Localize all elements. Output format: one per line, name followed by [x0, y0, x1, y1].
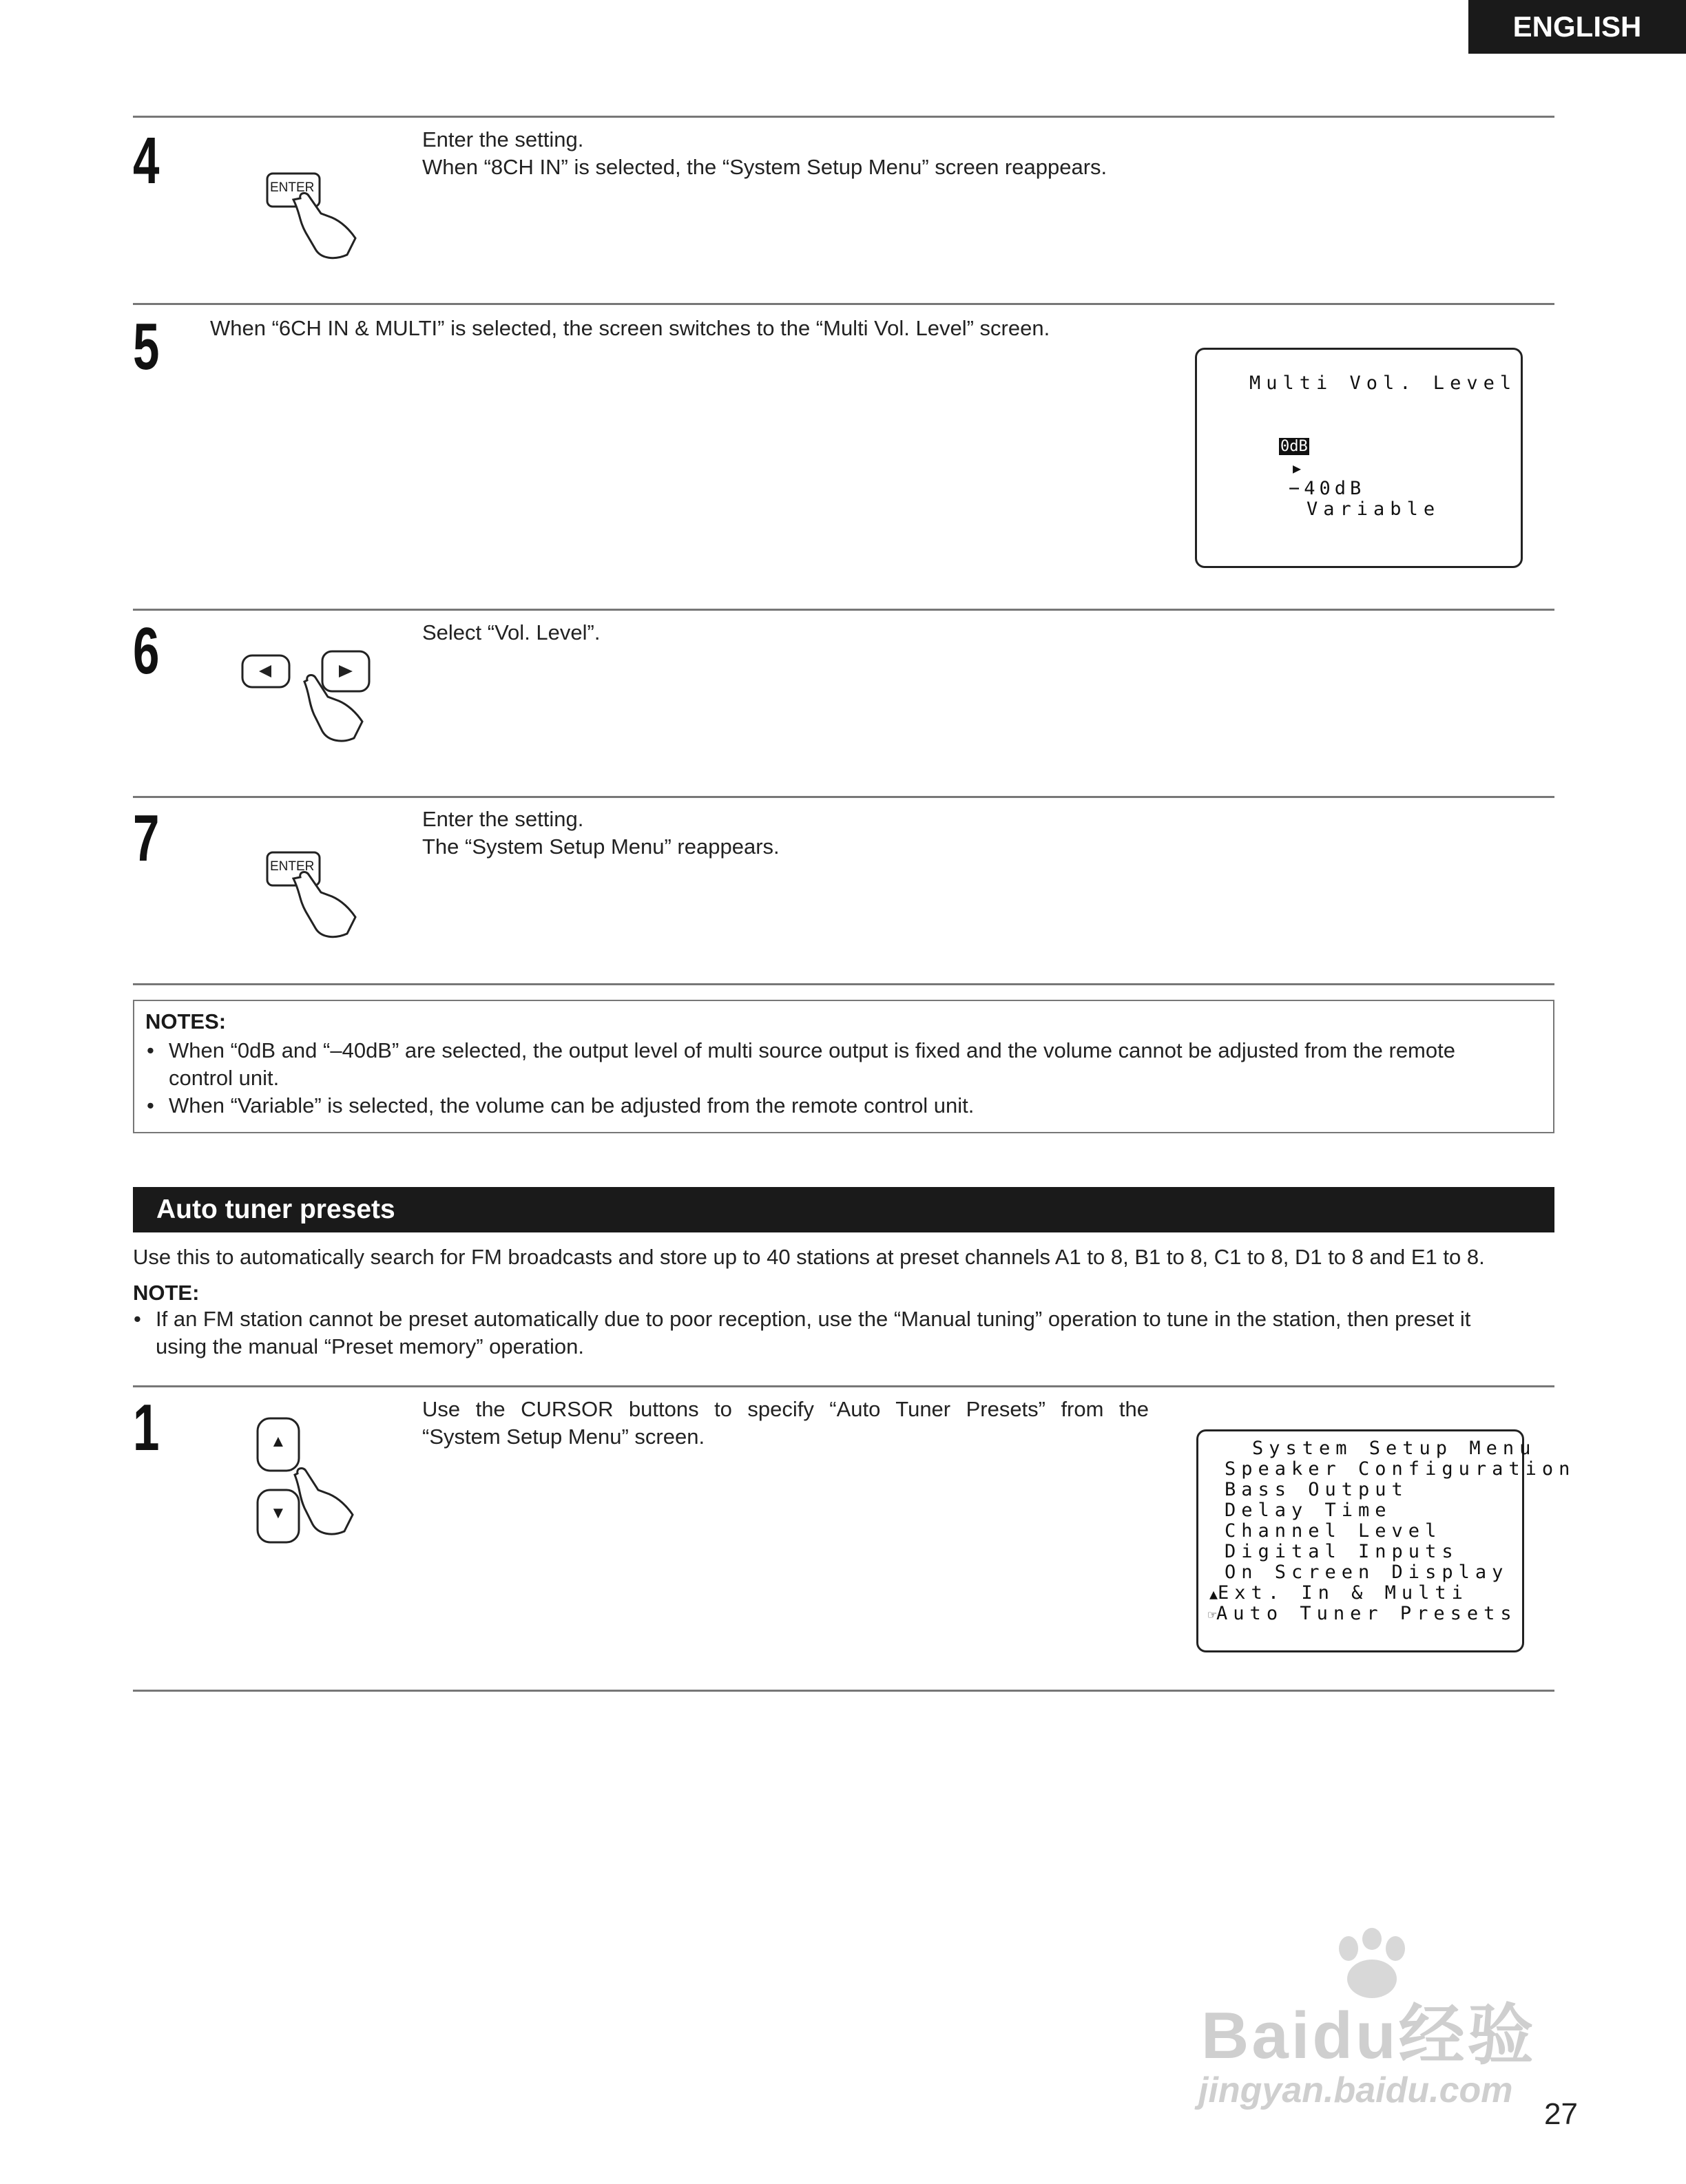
paw-icon — [1328, 1928, 1417, 2004]
option-row — [1234, 414, 1440, 540]
step-text — [422, 126, 1107, 181]
enter-button-label: ENTER — [270, 859, 315, 874]
menu-item: Speaker Configuration — [1225, 1458, 1576, 1480]
note-title: NOTE: — [133, 1281, 200, 1305]
section-intro: Use this to automatically search for FM broadcasts and store up to 40 stations at preset channels A1 to 8, B1 to 8, C1 to 8, D1 to 8 and E1 to 8. — [133, 1245, 1485, 1269]
menu-item: Channel Level — [1225, 1520, 1442, 1542]
notes-list — [134, 1037, 1546, 1120]
step-number: 7 — [133, 801, 160, 875]
step-text: When “6CH IN & MULTI” is selected, the screen switches to the “Multi Vol. Level” screen. — [210, 316, 1050, 340]
step-number: 1 — [133, 1391, 160, 1464]
menu-item-label: Ext. In & Multi — [1218, 1582, 1468, 1604]
divider — [133, 303, 1554, 305]
enter-button-illustration — [266, 851, 362, 941]
note-item: • When “Variable” is selected, the volume can be adjusted from the remote control unit. — [134, 1092, 1546, 1120]
screen-title: System Setup Menu — [1252, 1438, 1537, 1459]
section-heading: Auto tuner presets — [133, 1187, 1554, 1232]
multi-vol-level-screen — [1195, 348, 1523, 568]
note-item-continued: using the manual “Preset memory” operation. — [156, 1334, 585, 1358]
step-number: 6 — [133, 614, 160, 688]
down-arrow-icon: ▼ — [270, 1504, 287, 1522]
enter-button-illustration — [266, 172, 362, 262]
step-number: 4 — [133, 124, 160, 198]
divider — [133, 983, 1554, 985]
menu-item — [1209, 1583, 1468, 1604]
note-item-continued: control unit. — [169, 1066, 280, 1090]
enter-button-label: ENTER — [270, 180, 315, 195]
pointing-hand-icon: ☞ — [1208, 1606, 1217, 1623]
step-line: “System Setup Menu” screen. — [422, 1425, 705, 1449]
note-item: • If an FM station cannot be preset automatically due to poor reception, use the “Manual tuning” operation to tune in the station, then preset it — [121, 1305, 1557, 1333]
menu-item: On Screen Display — [1225, 1562, 1509, 1583]
divider — [133, 1690, 1554, 1692]
option: −40dB — [1289, 478, 1366, 499]
step-text — [422, 1396, 1149, 1451]
up-arrow-icon: ▲ — [1209, 1586, 1218, 1602]
step-text — [422, 806, 780, 861]
cursor-buttons-icon — [241, 650, 379, 753]
option: Variable — [1307, 498, 1441, 520]
divider — [133, 116, 1554, 118]
language-tab: ENGLISH — [1468, 0, 1686, 54]
up-arrow-icon: ▲ — [270, 1432, 287, 1451]
selected-option: 0dB — [1280, 438, 1308, 455]
divider — [133, 1385, 1554, 1387]
menu-item-label: Auto Tuner Presets — [1216, 1603, 1517, 1624]
system-setup-menu-screen — [1196, 1429, 1576, 1652]
step-number: 5 — [133, 310, 160, 384]
up-down-buttons-illustration — [255, 1417, 372, 1548]
left-right-buttons-illustration — [241, 650, 379, 753]
note-list — [121, 1305, 1557, 1361]
divider — [133, 796, 1554, 798]
note-item: • When “0dB and “–40dB” are selected, the output level of multi source output is fixed and the volume cannot be adjusted from the remote — [134, 1037, 1546, 1064]
step-text: Select “Vol. Level”. — [422, 620, 601, 644]
watermark-text: Baidu经验 — [1201, 1999, 1537, 2072]
step-line: The “System Setup Menu” reappears. — [422, 834, 780, 859]
notes-title: NOTES: — [145, 1009, 227, 1033]
divider — [133, 609, 1554, 611]
step-line: Use the CURSOR buttons to specify “Auto Tuner Presets” from the — [422, 1397, 1149, 1421]
step-line: Enter the setting. — [422, 127, 584, 151]
watermark-url: jingyan.baidu.com — [1198, 2070, 1513, 2110]
step-line: Enter the setting. — [422, 807, 584, 831]
menu-item-selected — [1208, 1604, 1517, 1625]
menu-item: Bass Output — [1225, 1479, 1408, 1500]
step-line: When “8CH IN” is selected, the “System Setup Menu” screen reappears. — [422, 155, 1107, 179]
arrow-icon: ▶ — [1293, 460, 1302, 476]
screen-title: Multi Vol. Level — [1249, 372, 1517, 394]
menu-item: Delay Time — [1225, 1500, 1392, 1521]
page-number: 27 — [1544, 2097, 1578, 2131]
notes-box — [133, 1000, 1554, 1133]
menu-item: Digital Inputs — [1225, 1541, 1459, 1562]
